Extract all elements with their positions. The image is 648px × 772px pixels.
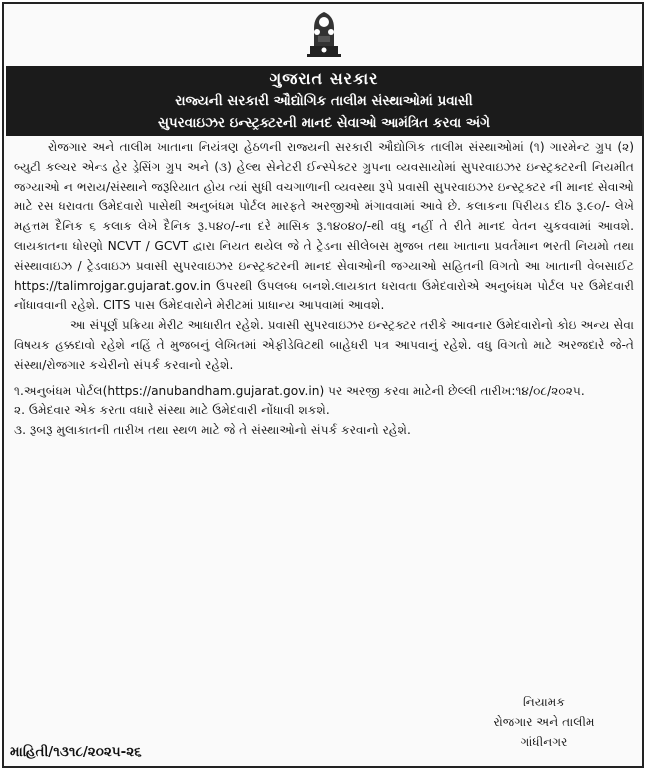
- paragraph-2: આ સંપૂર્ણ પ્રક્રિયા મેરીટ આધારીત રહેશે. પ્રવાસી સુપરવાઇઝર ઇન્સ્ટ્રક્ટર તરીકે આવનાર ઉમેદવારોનો કોઇ અન્ય સેવા વિષયક હક્કદાવો રહેશે નહિં તે મુજબનું લેખિતમાં એફીડેવિટથી બાહેધરી પત્ર આપવાનું રહેશે. વધુ વિગતો માટે અરજદારે જે-તે સંસ્થા/રોજગાર કચેરીનો સંપર્ક કરવાનો રહેશે.: [14, 318, 634, 372]
- signature-block: [452, 692, 636, 752]
- note-item-3: ૩. રૂબરૂ મુલાકાતની તારીખ તથા સ્થળ માટે જે તે સંસ્થાઓનો સંપર્ક કરવાનો રહેશે.: [14, 423, 411, 438]
- notice-body: [14, 138, 634, 441]
- signature-designation: નિયામક: [522, 695, 565, 709]
- note-item-1: ૧.અનુબંધમ પોર્ટલ(https://anubandham.gujarat.gov.in) પર અરજી કરવા માટેની છેલ્લી તારીખ:૧૪/૦૮/૨૦૨૫.: [14, 383, 585, 398]
- signature-department: રોજગાર અને તાલીમ: [493, 715, 595, 729]
- note-item-2: ૨. ઉમેદવાર એક કરતા વધારે સંસ્થા માટે ઉમેદવારી નોંધાવી શકશે.: [14, 403, 330, 418]
- notes-list: [14, 382, 634, 441]
- header-banner: [6, 66, 642, 136]
- subject-line-1: રાજ્યની સરકારી ઔદ્યોગિક તાલીમ સંસ્થાઓમાં પ્રવાસી: [175, 93, 473, 109]
- ashoka-emblem-icon: [304, 6, 344, 60]
- reference-number: માહિતી/૧૩૧૮/૨૦૨૫-૨૬: [10, 744, 142, 760]
- paragraph-1: રોજગાર અને તાલીમ ખાતાના નિયંત્રણ હેઠળની રાજ્યની સરકારી ઔદ્યોગિક તાલીમ સંસ્થાઓમાં (૧) ગારમેન્ટ ગ્રુપ (૨) બ્યુટી કલ્ચર એન્ડ હેર ડ્રેસિંગ ગ્રુપ અને (૩) હેલ્થ સેનેટરી ઈન્સ્પેક્ટર ગ્રુપના વ્યવસાયોમાં સુપરવાઇઝર ઇન્સ્ટ્રક્ટરની નિયમીત જગ્યાઓ ન ભરાય/સંસ્થાને જરૂરિયાત હોય ત્યાં સુધી વચગાળાની વ્યવસ્થા રૂપે પ્રવાસી સુપરવાઇઝર ઇન્સ્ટ્રક્ટર ની માનદ સેવાઓ માટે રસ ધરાવતા ઉમેદવારો પાસેથી અનુબંધમ પોર્ટલ મારફતે અરજીઓ મંગાવવામાં આવે છે. કલાકના પિરીયડ દીઠ રૂ.૯૦/- લેખે મહત્તમ દૈનિક ૬ કલાક લેખે દૈનિક રૂ.૫૪૦/-ના દરે માસિક રૂ.૧૪૦૪૦/-થી વધુ નહીં તે રીતે માનદ વેતન ચુકવવામાં આવશે. લાયકાતના ધોરણો NCVT / GCVT દ્વારા નિયત થયેલ જે તે ટ્રેડના સીલેબસ મુજબ તથા ખાતાના પ્રવર્તમાન ભરતી નિયમો તથા સંસ્થાવાઇઝ / ટ્રેડવાઇઝ પ્રવાસી સુપરવાઇઝર ઇન્સ્ટ્રક્ટરની માનદ સેવાઓની જગ્યાઓ સહિતની વિગતો આ ખાતાની વેબસાઈટ https://talimrojgar.gujarat.gov.in ઉપરથી ઉપલબ્ધ બનશે.લાયકાત ધરાવતા ઉમેદવારોએ અનુબંધમ પોર્ટલ પર ઉમેદવારી નોંધાવવાની રહેશે. CITS પાસ ઉમેદવારોને મેરીટમાં પ્રાધાન્ય આપવામાં આવશે.: [14, 140, 634, 313]
- government-title: ગુજરાત સરકાર: [269, 69, 379, 88]
- signature-place: ગાંધીનગર: [520, 735, 568, 749]
- subject-line-2: સુપરવાઇઝર ઇન્સ્ટ્રક્ટરની માનદ સેવાઓ આમંત્રિત કરવા અંગે: [158, 115, 490, 131]
